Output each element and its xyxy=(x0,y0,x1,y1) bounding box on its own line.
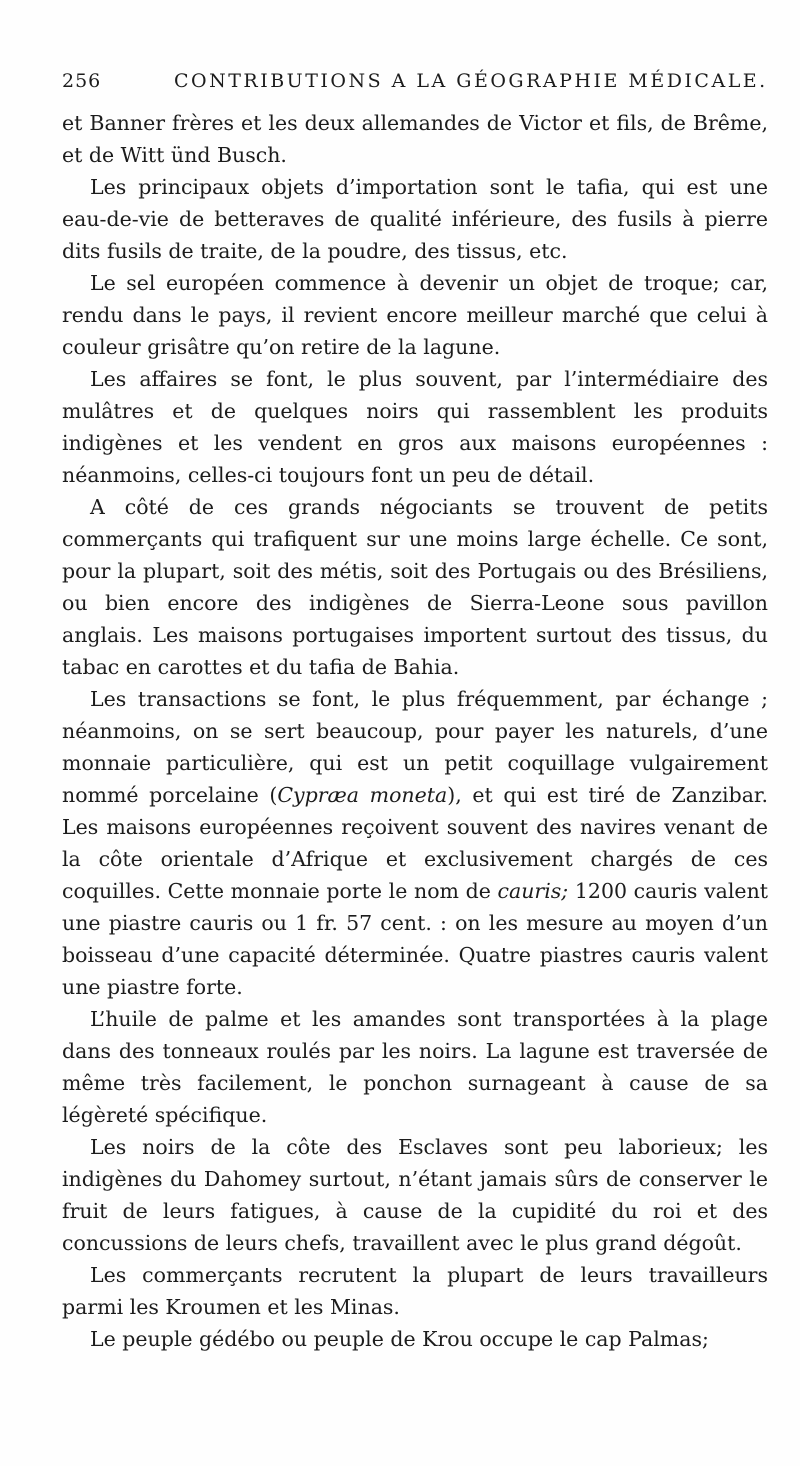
paragraph-imports: Les principaux objets d’importation sont le tafia, qui est une eau-de-vie de betteraves de qualité inférieure, des fusils à pierre dits fusils de traite, de la poudre, des tissus, etc. xyxy=(62,175,768,263)
page-number: 256 xyxy=(62,70,102,92)
running-title: CONTRIBUTIONS A LA GÉOGRAPHIE MÉDICALE. xyxy=(174,70,768,92)
transactions-text-a: Les transactions se font, le plus fréquemment, par échange ; néanmoins, on se sert beaucoup, pour payer les naturels, d’une monnaie particulière, qui est un petit coquillage vulgairement nommé porcelaine ( xyxy=(62,687,768,807)
transactions-text-b: ), et qui est tiré de Zanzibar. Les maisons européennes reçoivent souvent des navires venant de la côte orientale d’Afrique et exclusivement chargés de ces coquilles. Cette monnaie porte le nom de xyxy=(62,783,768,903)
paragraph-palm-oil: L’huile de palme et les amandes sont transportées à la plage dans des tonneaux roulés par les noirs. La lagune est traversée de même très facilement, le ponchon surnageant à cause de sa légèreté spécifique. xyxy=(62,1007,768,1127)
currency-name: cauris; xyxy=(497,879,569,903)
transactions-text-c: 1200 cauris valent une piastre cauris ou 1 fr. 57 cent. : on les mesure au moyen d’un boisseau d’une capacité déterminée. Quatre piastres cauris valent une piastre forte. xyxy=(62,879,769,999)
paragraph-recruitment: Les commerçants recrutent la plupart de leurs travailleurs parmi les Kroumen et les Minas. xyxy=(62,1263,768,1319)
paragraph-salt: Le sel européen commence à devenir un objet de troque; car, rendu dans le pays, il revient encore meilleur marché que celui à couleur grisâtre qu’on retire de la lagune. xyxy=(62,271,768,359)
paragraph-small-traders: A côté de ces grands négociants se trouvent de petits commerçants qui trafiquent sur une moins large échelle. Ce sont, pour la plupart, soit des métis, soit des Portugais ou des Brésiliens, ou bien encore des indigènes de Sierra-Leone sous pavillon anglais. Les maisons portugaises importent surtout des tissus, du tabac en carottes et du tafia de Bahia. xyxy=(62,495,768,679)
species-name: Cypræa moneta xyxy=(277,783,448,807)
paragraph-continuation: et Banner frères et les deux allemandes de Victor et fils, de Brême, et de Witt ünd Busch. xyxy=(62,111,768,167)
paragraph-labor: Les noirs de la côte des Esclaves sont peu laborieux; les indigènes du Dahomey surtout, n’étant jamais sûrs de conserver le fruit de leurs fatigues, à cause de la cupidité du roi et des concussions de leurs chefs, travaillent avec le plus grand dégoût. xyxy=(62,1135,768,1255)
running-header xyxy=(62,70,768,94)
paragraph-gedebo: Le peuple gédébo ou peuple de Krou occupe le cap Palmas; xyxy=(90,1327,709,1351)
paragraph-transactions xyxy=(62,683,768,1003)
paragraph-business: Les affaires se font, le plus souvent, par l’intermédiaire des mulâtres et de quelques noirs qui rassemblent les produits indigènes et les vendent en gros aux maisons européennes : néanmoins, celles-ci toujours font un peu de détail. xyxy=(62,367,768,487)
body-text xyxy=(62,107,768,1355)
